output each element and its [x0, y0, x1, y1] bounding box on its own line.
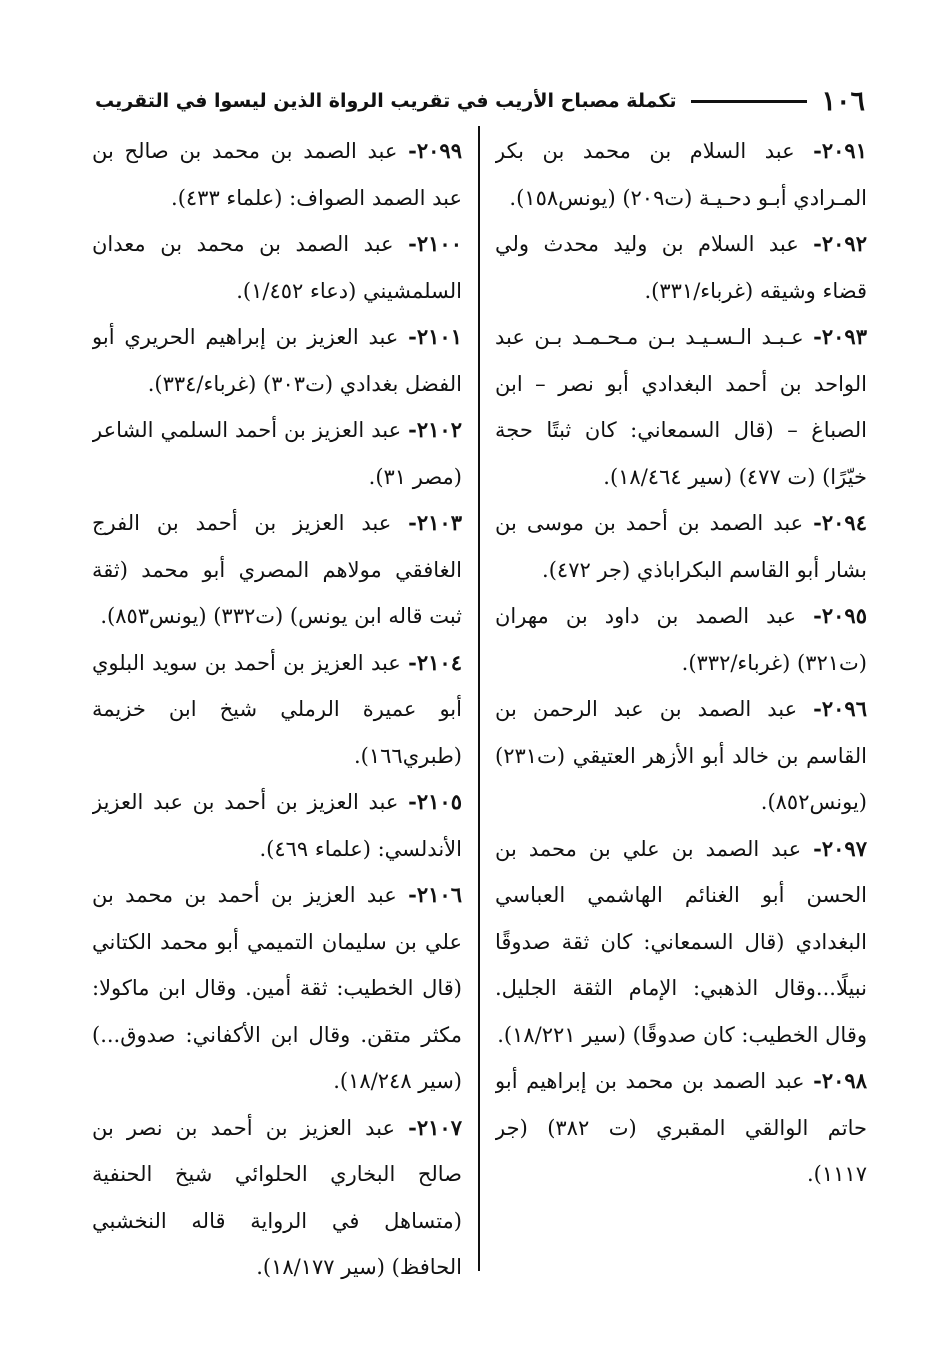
entry-number: ٢٠٩٥- [813, 603, 867, 628]
entry-text: عبد العزيز بن أحمد بن سويد البلوي أبو عميرة الرملي شيخ ابن خزيمة (طبري١٦٦). [92, 650, 462, 768]
entry [92, 779, 462, 872]
entry [495, 500, 867, 593]
entry-number: ٢١٠٣- [408, 510, 462, 535]
entry-number: ٢١٠٢- [408, 417, 462, 442]
entry-number: ٢٠٩٦- [813, 696, 867, 721]
entry-number: ٢٠٩٢- [813, 231, 867, 256]
entry-text: عبد العزيز بن إبراهيم الحريري أبو الفضل بغدادي (ت٣٠٣) (غرباء/٣٣٤). [92, 325, 462, 396]
entry-text: عبد الصمد بن داود بن مهران (ت٣٢١) (غرباء/٣٣٢). [495, 604, 867, 675]
left-column [92, 128, 462, 1291]
entry [92, 872, 462, 1105]
entry-text: عبد العزيز بن أحمد بن محمد بن علي بن سليمان التميمي أبو محمد الكتاني (قال الخطيب: ثقة أمين. وقال ابن ماكولا: مكثر متقن. وقال ابن الأكفاني: صدوق...) (سير ١٨/٢٤٨). [92, 883, 462, 1093]
entry [495, 1058, 867, 1198]
entry-text: عبد الصمد بن علي بن محمد بن الحسن أبو الغنائم الهاشمي العباسي البغدادي (قال السمعاني: كان ثقة صدوقًا نبيلًا...وقال الذهبي: الإمام الثقة الجليل. وقال الخطيب: كان صدوقًا) (سير ١٨/٢٢١). [495, 836, 867, 1047]
entry-text: عـبـد الـسـيـد بـن مـحـمـد بـن عبد الواحد بن أحمد البغدادي أبو نصر – ابن الصباغ – (قال السمعاني: كان ثبتًا حجة خيّرًا) (ت ٤٧٧) (سير ١٨/٤٦٤). [495, 325, 867, 489]
entry-number: ٢٠٩٩- [408, 138, 462, 163]
entry-text: عبد الصمد بن محمد بن إبراهيم أبو حاتم الوالقي المقبري (ت ٣٨٢) (جر ١١١٧). [495, 1069, 867, 1186]
entry [92, 500, 462, 640]
entry [92, 314, 462, 407]
entry-text: عبد العزيز بن أحمد بن نصر بن صالح البخاري الحلوائي شيخ الحنفية (متساهل في الرواية قاله النخشبي الحافظ) (سير ١٨/١٧٧). [92, 1115, 462, 1279]
entry-text: عبد الصمد بن محمد بن معدان السلمشيني (دعاء ١/٤٥٢). [92, 232, 462, 303]
right-column [495, 128, 867, 1198]
entry-text: عبد السلام بن وليد محدث ولي قضاء وشيقه (غرباء/٣٣١). [495, 232, 867, 303]
column-divider [478, 126, 480, 1271]
entry-text: عبد الصمد بن محمد بن صالح بن عبد الصمد الصواف: (علماء ٤٣٣). [92, 139, 462, 210]
entry [495, 593, 867, 686]
entry-text: عبد العزيز بن أحمد بن الفرج الغافقي مولاهم المصري أبو محمد (ثقة ثبت قاله ابن يونس) (ت٣٣٢) (يونس٨٥٣). [92, 511, 462, 628]
entry-number: ٢١٠٠- [408, 231, 462, 256]
entry [92, 221, 462, 314]
entry [92, 407, 462, 500]
entry-number: ٢١٠٥- [408, 789, 462, 814]
entry-number: ٢٠٩٣- [813, 324, 867, 349]
entry-number: ٢١٠٧- [408, 1114, 462, 1140]
entry-number: ٢١٠١- [408, 324, 462, 349]
entry-text: عبد السلام بن محمد بن بكر المـرادي أبـو دحـيـة (ت٢٠٩) (يونس١٥٨). [495, 139, 867, 210]
page-number: ١٠٦ [821, 85, 865, 117]
entry-text: عبد الصمد بن عبد الرحمن بن القاسم بن خالد أبو الأزهر العتيقي (ت٢٣١) (يونس٨٥٢). [495, 697, 867, 814]
entry [92, 128, 462, 221]
entry [92, 640, 462, 780]
entry-number: ٢٠٩١- [813, 138, 867, 163]
entry [495, 128, 867, 221]
entry-text: عبد العزيز بن أحمد السلمي الشاعر (مصر ٣١). [92, 418, 462, 489]
entry-text: عبد الصمد بن أحمد بن موسى بن بشار أبو القاسم البكراباذي (جر ٤٧٢). [495, 511, 867, 582]
entry [495, 826, 867, 1059]
entry-number: ٢١٠٦- [408, 882, 462, 907]
page-header [95, 84, 865, 118]
entry [92, 1105, 462, 1291]
entry-number: ٢٠٩٧- [813, 835, 867, 861]
header-rule [691, 100, 808, 103]
entry-number: ٢٠٩٤- [813, 510, 867, 535]
entry-text: عبد العزيز بن أحمد بن عبد العزيز الأندلسي: (علماء ٤٦٩). [92, 790, 462, 861]
entry-number: ٢١٠٤- [408, 649, 462, 675]
entry [495, 221, 867, 314]
entry-number: ٢٠٩٨- [813, 1068, 867, 1093]
running-title: تكملة مصباح الأريب في تقريب الرواة الذين ليسوا في التقريب [95, 90, 677, 112]
entry [495, 686, 867, 826]
entry [495, 314, 867, 500]
